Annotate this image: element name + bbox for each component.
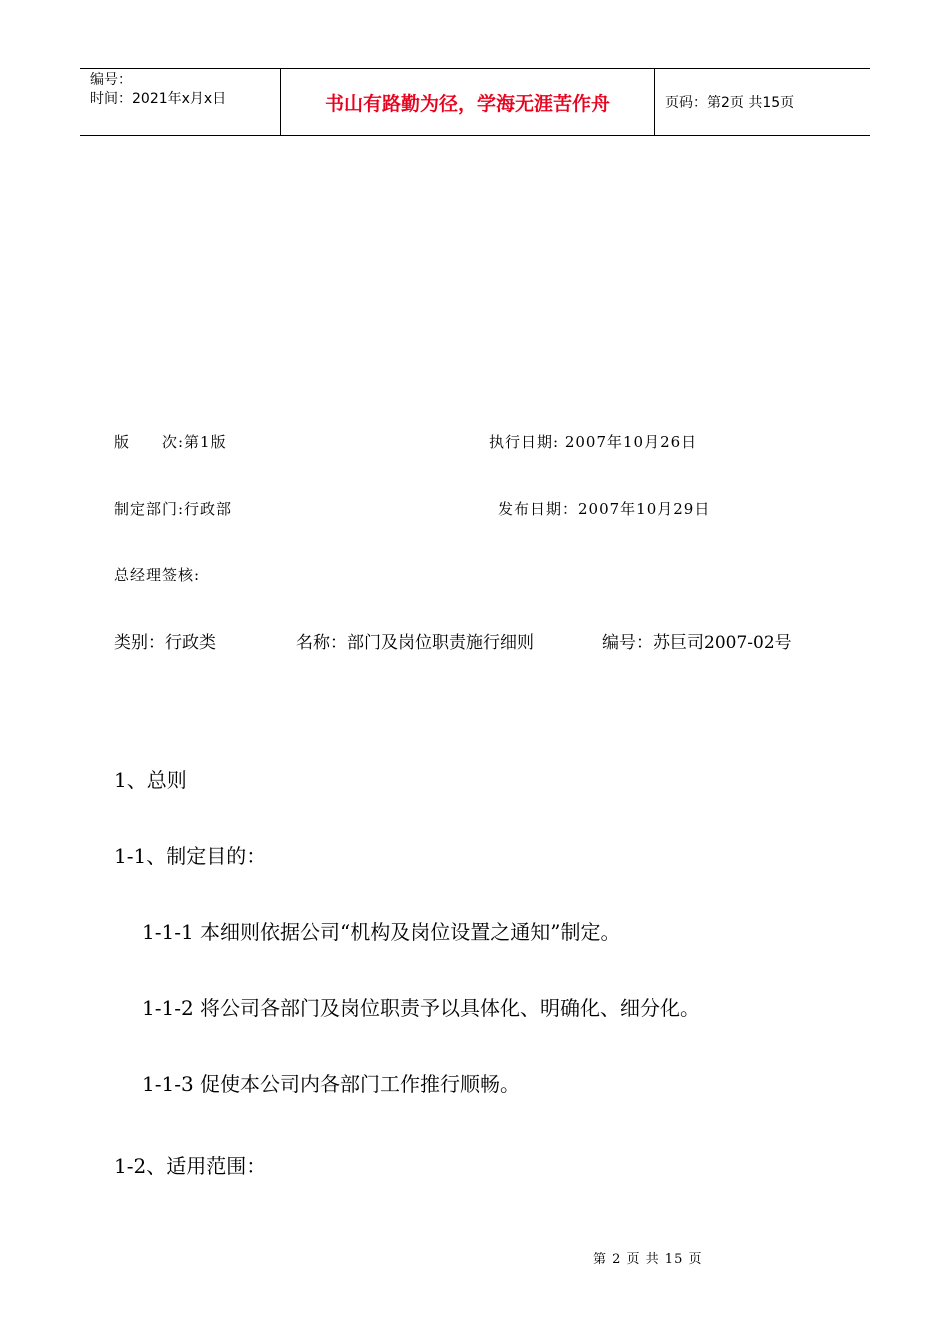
category: 类别：行政类 <box>114 633 216 653</box>
header-motto: 书山有路勤为径，学海无涯苦作舟 <box>281 69 655 135</box>
item-1-1-3: 1-1-3 促使本公司内各部门工作推行顺畅。 <box>142 1072 521 1096</box>
page-footer: 第 2 页 共 15 页 <box>593 1252 703 1267</box>
doc-no: 编号：苏巨司2007-02号 <box>602 633 792 653</box>
dept: 制定部门:行政部 <box>114 500 233 518</box>
doc-name: 名称：部门及岗位职责施行细则 <box>296 633 534 653</box>
gm-sign: 总经理签核: <box>114 566 201 584</box>
section-1: 1、总则 <box>114 768 187 792</box>
doc-number-label: 编号： <box>90 72 132 88</box>
section-1-2: 1-2、适用范围： <box>114 1154 267 1178</box>
header-left-cell <box>80 69 281 135</box>
doc-time-label: 时间：2021年x月x日 <box>90 91 227 107</box>
item-1-1-2: 1-1-2 将公司各部门及岗位职责予以具体化、明确化、细分化。 <box>142 996 701 1020</box>
section-1-1: 1-1、制定目的： <box>114 844 267 868</box>
edition: 版 次:第1版 <box>114 433 227 451</box>
item-1-1-1: 1-1-1 本细则依据公司“机构及岗位设置之通知”制定。 <box>142 920 621 944</box>
page-header <box>80 68 870 136</box>
exec-date: 执行日期: 2007年10月26日 <box>489 433 698 451</box>
publish-date: 发布日期：2007年10月29日 <box>498 500 711 518</box>
header-page-info: 页码：第2页 共15页 <box>665 95 795 111</box>
